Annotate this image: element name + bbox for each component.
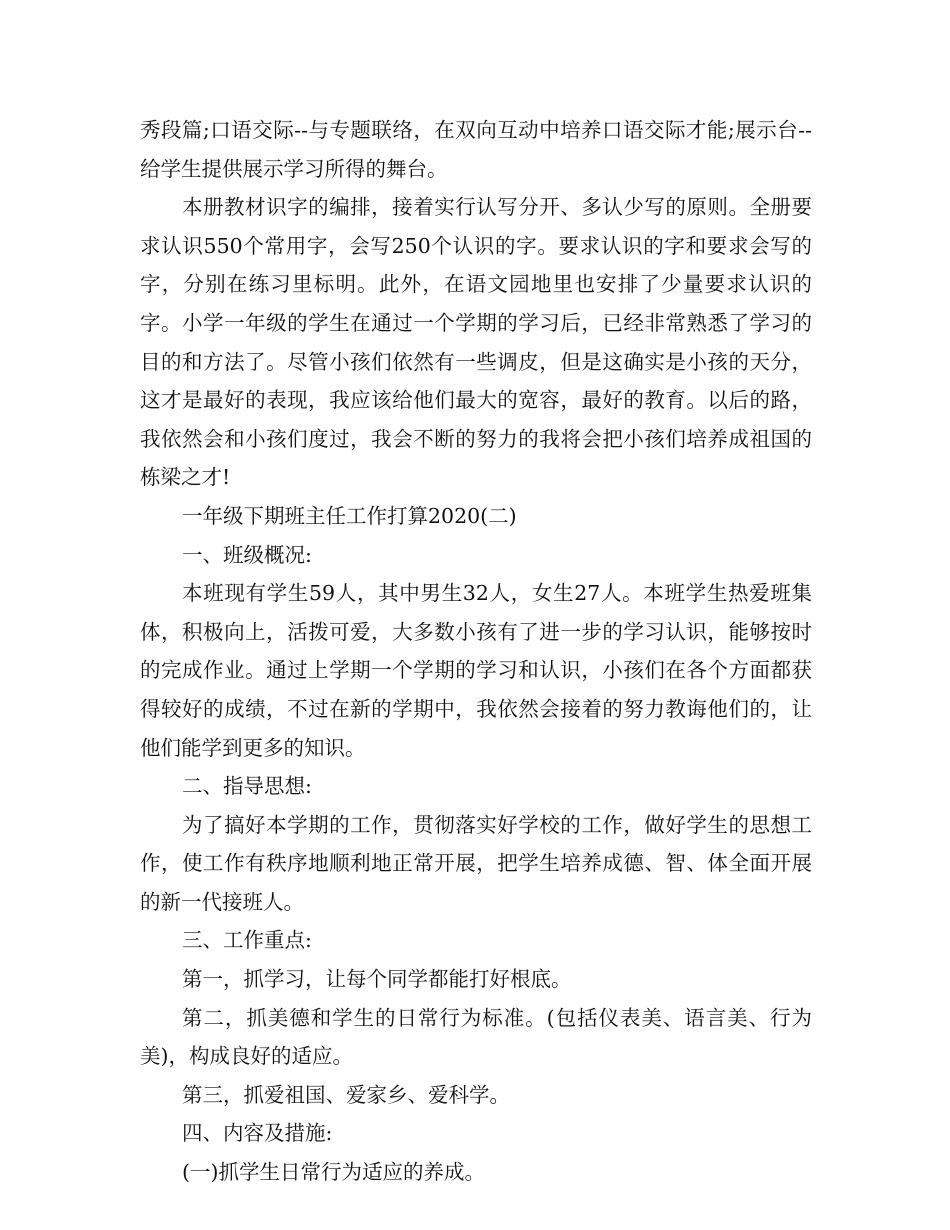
paragraph-continued: 秀段篇;口语交际--与专题联络，在双向互动中培养口语交际才能;展示台--给学生提供展示学习所得的舞台。 xyxy=(140,118,812,181)
measure-item-1: (一)抓学生日常行为适应的养成。 xyxy=(182,1160,485,1185)
heading-class-overview: 一、班级概况: xyxy=(182,542,312,567)
document-page xyxy=(140,111,812,1192)
paragraph-class-overview: 本班现有学生59人，其中男生32人，女生27人。本班学生热爱班集体，积极向上，活拨可爱，大多数小孩有了进一步的学习认识，能够按时的完成作业。通过上学期一个学期的学习和认识，小孩们在各个方面都获得较好的成绩，不过在新的学期中，我依然会接着的努力教诲他们的，让他们能学到更多的知识。 xyxy=(140,581,812,760)
section-title: 一年级下期班主任工作打算2020(二) xyxy=(182,503,517,528)
paragraph-guiding-idea: 为了搞好本学期的工作，贯彻落实好学校的工作，做好学生的思想工作，使工作有秩序地顺利地正常开展，把学生培养成德、智、体全面开展的新一代接班人。 xyxy=(140,812,812,914)
focus-item-1: 第一，抓学习，让每个同学都能打好根底。 xyxy=(182,967,572,992)
heading-guiding-idea: 二、指导思想: xyxy=(182,774,312,799)
focus-item-2: 第二，抓美德和学生的日常行为标准。(包括仪表美、语言美、行为美)，构成良好的适应。 xyxy=(140,1005,812,1069)
focus-item-3: 第三，抓爱祖国、爱家乡、爱科学。 xyxy=(182,1082,510,1107)
paragraph-literacy: 本册教材识字的编排，接着实行认写分开、多认少写的原则。全册要求认识550个常用字，会写250个认识的字。要求认识的字和要求会写的字，分别在练习里标明。此外，在语文园地里也安排了少量要求认识的字。小学一年级的学生在通过一个学期的学习后，已经非常熟悉了学习的目的和方法了。尽管小孩们依然有一些调皮，但是这确实是小孩的天分，这才是最好的表现，我应该给他们最大的宽容，最好的教育。以后的路，我依然会和小孩们度过，我会不断的努力的我将会把小孩们培养成祖国的栋梁之才! xyxy=(140,195,812,490)
heading-content-measures: 四、内容及措施: xyxy=(182,1121,333,1146)
heading-work-focus: 三、工作重点: xyxy=(182,928,312,953)
